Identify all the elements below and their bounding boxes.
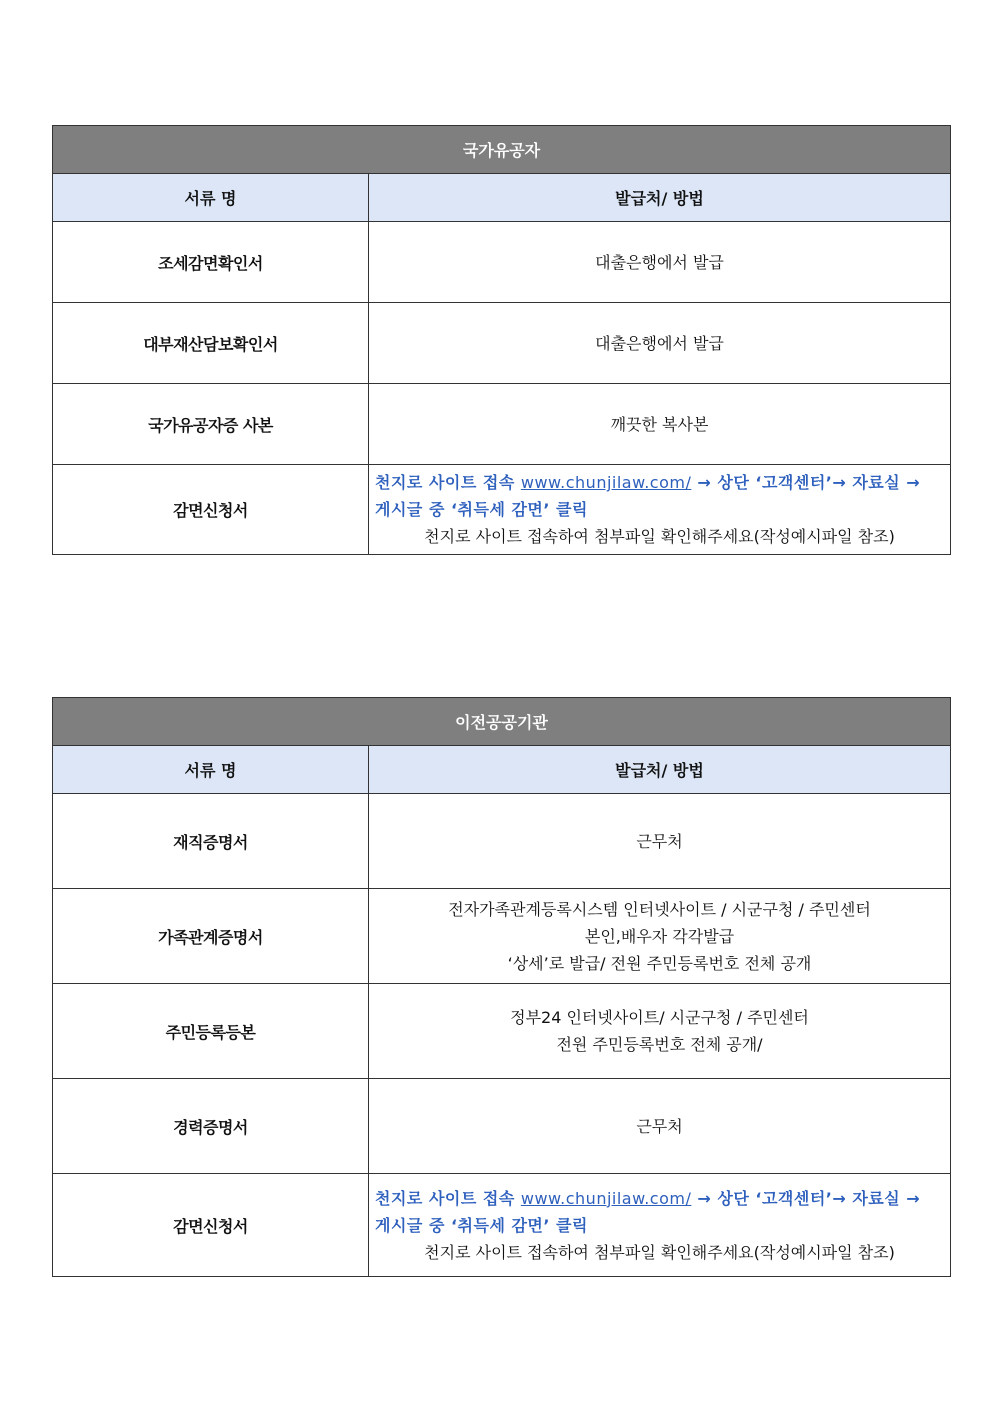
table-row [53, 465, 951, 555]
instruction-note: 천지로 사이트 접속하여 첨부파일 확인해주세요(작성예시파일 참조) [424, 527, 895, 546]
document-name: 주민등록등본 [53, 984, 369, 1079]
instruction-text: 천지로 사이트 접속 [375, 473, 521, 492]
table-title: 이전공공기관 [53, 698, 951, 746]
method-text: 대출은행에서 발급 [369, 222, 951, 303]
column-header-method: 발급처/ 방법 [369, 746, 951, 794]
document-name: 국가유공자증 사본 [53, 384, 369, 465]
table-national-merit [52, 125, 951, 555]
method-text: 대출은행에서 발급 [369, 303, 951, 384]
instruction-text: 천지로 사이트 접속 [375, 1188, 521, 1208]
table-row [53, 1079, 951, 1174]
website-link[interactable]: www.chunjilaw.com/ [520, 1188, 692, 1208]
method-cell [369, 465, 951, 555]
method-line: 전자가족관계등록시스템 인터넷사이트 / 시군구청 / 주민센터 [448, 899, 871, 919]
method-line: 정부24 인터넷사이트/ 시군구청 / 주민센터 [510, 1008, 809, 1027]
instruction-line [375, 469, 944, 496]
method-cell [369, 889, 951, 984]
instruction-text: → 상단 ‘고객센터’→ 자료실 → [691, 473, 921, 492]
method-text: 근무처 [369, 794, 951, 889]
instruction-line: 게시글 중 ‘취득세 감면’ 클릭 [375, 1215, 588, 1235]
document-name: 대부재산담보확인서 [53, 303, 369, 384]
table-row [53, 384, 951, 465]
instruction-line: 게시글 중 ‘취득세 감면’ 클릭 [375, 500, 588, 519]
instruction-line [375, 1185, 944, 1212]
table-row [53, 794, 951, 889]
method-text: 깨끗한 복사본 [369, 384, 951, 465]
method-line: 본인,배우자 각각발급 [584, 926, 735, 946]
table-public-institution [52, 697, 951, 1277]
document-name: 감면신청서 [53, 465, 369, 555]
table-row [53, 303, 951, 384]
document-name: 조세감면확인서 [53, 222, 369, 303]
document-name: 재직증명서 [53, 794, 369, 889]
method-line: 전원 주민등록번호 전체 공개/ [556, 1035, 763, 1054]
column-header-document-name: 서류 명 [53, 174, 369, 222]
column-header-document-name: 서류 명 [53, 746, 369, 794]
table-title: 국가유공자 [53, 126, 951, 174]
instruction-note: 천지로 사이트 접속하여 첨부파일 확인해주세요(작성예시파일 참조) [424, 1242, 895, 1262]
table-row [53, 889, 951, 984]
table-row [53, 1174, 951, 1277]
website-link[interactable]: www.chunjilaw.com/ [520, 473, 692, 492]
column-header-method: 발급처/ 방법 [369, 174, 951, 222]
method-cell [369, 1174, 951, 1277]
method-cell [369, 984, 951, 1079]
method-text: 근무처 [369, 1079, 951, 1174]
document-name: 가족관계증명서 [53, 889, 369, 984]
method-line: ‘상세’로 발급/ 전원 주민등록번호 전체 공개 [507, 953, 812, 973]
document-name: 경력증명서 [53, 1079, 369, 1174]
table-row [53, 984, 951, 1079]
document-name: 감면신청서 [53, 1174, 369, 1277]
instruction-text: → 상단 ‘고객센터’→ 자료실 → [691, 1188, 921, 1208]
table-row [53, 222, 951, 303]
